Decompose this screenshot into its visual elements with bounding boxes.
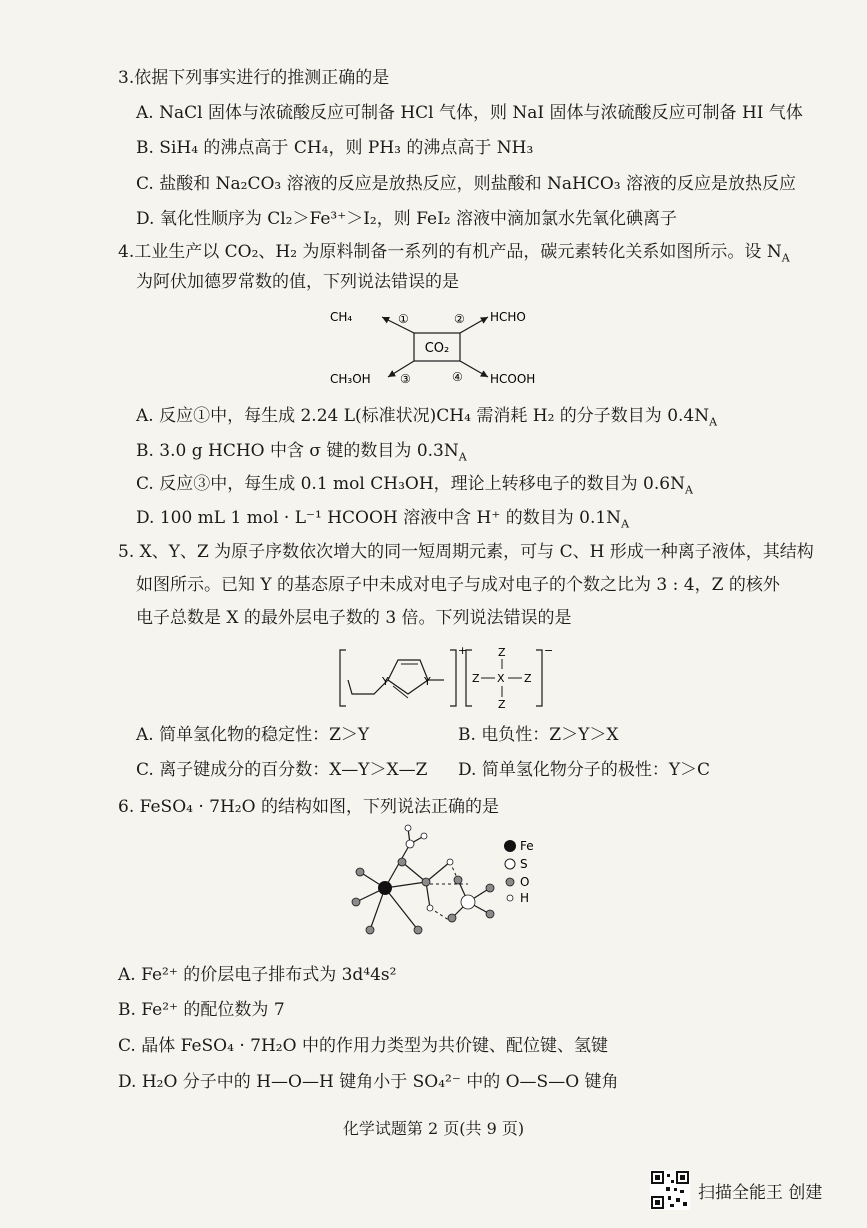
q6-option-b: B. Fe²⁺ 的配位数为 7: [118, 1000, 285, 1020]
ionic-liquid-structure: [338, 642, 558, 714]
label-3: ③: [400, 372, 411, 386]
q4-option-b: B. 3.0 g HCHO 中含 σ 键的数目为 $0.3N_A$: [136, 441, 467, 464]
q4-stem-line2: 为阿伏加德罗常数的值，下列说法错误的是: [136, 272, 459, 292]
label-1: ①: [398, 312, 409, 326]
product-hcooh: HCOOH: [490, 372, 536, 386]
q3-option-d: D. 氧化性顺序为 Cl₂＞Fe³⁺＞I₂，则 FeI₂ 溶液中滴加氯水先氧化碘离子: [136, 209, 678, 229]
q3-stem: 3.依据下列事实进行的推测正确的是: [118, 68, 390, 88]
scanner-brand: 扫描全能王 创建: [698, 1183, 823, 1203]
legend-fe: Fe: [520, 839, 534, 853]
arrow-4: [460, 361, 488, 377]
q5-option-b: B. 电负性：Z＞Y＞X: [458, 725, 619, 745]
q5-stem-line1: 5. X、Y、Z 为原子序数依次增大的同一短周期元素，可与 C、H 形成一种离子液体，其结构: [118, 542, 814, 562]
co2-label: CO₂: [424, 341, 450, 356]
q5-stem-line3: 电子总数是 X 的最外层电子数的 3 倍。下列说法错误的是: [136, 608, 572, 628]
feso4-7h2o-structure: [330, 822, 570, 952]
z-right: Z: [524, 672, 532, 685]
label-4: ④: [452, 370, 463, 384]
qr-code-icon: [650, 1170, 690, 1210]
x-center: X: [497, 672, 505, 685]
anion-charge: −: [544, 644, 554, 657]
page-footer: 化学试题第 2 页(共 9 页): [342, 1119, 525, 1138]
q4-option-a: A. 反应①中，每生成 2.24 L(标准状况)CH₄ 需消耗 H₂ 的分子数目为 $0.4N_A$: [136, 406, 718, 429]
z-left: Z: [472, 672, 480, 685]
label-2: ②: [454, 312, 465, 326]
y-atom-2: Y: [424, 675, 431, 688]
q5-option-a: A. 简单氢化物的稳定性：Z＞Y: [136, 725, 370, 745]
cation-charge: +: [458, 644, 468, 657]
product-ch4: CH₄: [330, 310, 353, 324]
q6-stem: 6. FeSO₄ · 7H₂O 的结构如图，下列说法正确的是: [118, 797, 499, 817]
q5-option-c: C. 离子键成分的百分数：X—Y＞X—Z: [136, 760, 428, 780]
co2-conversion-diagram: [330, 303, 560, 393]
product-hcho: HCHO: [490, 310, 526, 324]
q4-option-d: D. 100 mL 1 mol · L⁻¹ HCOOH 溶液中含 H⁺ 的数目为 $0.1N_A$: [136, 508, 630, 531]
legend-h: H: [520, 891, 530, 905]
q6-option-d: D. H₂O 分子中的 H—O—H 键角小于 SO₄²⁻ 中的 O—S—O 键角: [118, 1072, 619, 1092]
fe-atom: [378, 881, 392, 895]
q4-option-c: C. 反应③中，每生成 0.1 mol CH₃OH，理论上转移电子的数目为 $0.6N_A$: [136, 474, 693, 497]
z-top: Z: [498, 646, 506, 659]
q5-stem-line2: 如图所示。已知 Y 的基态原子中未成对电子与成对电子的个数之比为 3 : 4，Z 的核外: [136, 575, 780, 595]
q3-option-b: B. SiH₄ 的沸点高于 CH₄，则 PH₃ 的沸点高于 NH₃: [136, 138, 534, 158]
q3-option-a: A. NaCl 固体与浓硫酸反应可制备 HCl 气体，则 NaI 固体与浓硫酸反应可制备 HI 气体: [136, 103, 803, 123]
q4-stem-line1: 4.工业生产以 CO₂、H₂ 为原料制备一系列的有机产品，碳元素转化关系如图所示。设 $N_A$: [118, 242, 790, 265]
product-ch3oh: CH₃OH: [330, 372, 371, 386]
q5-option-d: D. 简单氢化物分子的极性：Y＞C: [458, 760, 711, 780]
q6-option-c: C. 晶体 FeSO₄ · 7H₂O 中的作用力类型为共价键、配位键、氢键: [118, 1036, 608, 1056]
ring: [388, 660, 428, 694]
q6-option-a: A. Fe²⁺ 的价层电子排布式为 3d⁴4s²: [118, 965, 397, 985]
legend-s: S: [520, 857, 528, 871]
y-atom-1: Y: [382, 675, 389, 688]
q3-option-c: C. 盐酸和 Na₂CO₃ 溶液的反应是放热反应，则盐酸和 NaHCO₃ 溶液的反应是放热反应: [136, 174, 797, 194]
legend-o: O: [520, 875, 530, 889]
z-bottom: Z: [498, 698, 506, 711]
